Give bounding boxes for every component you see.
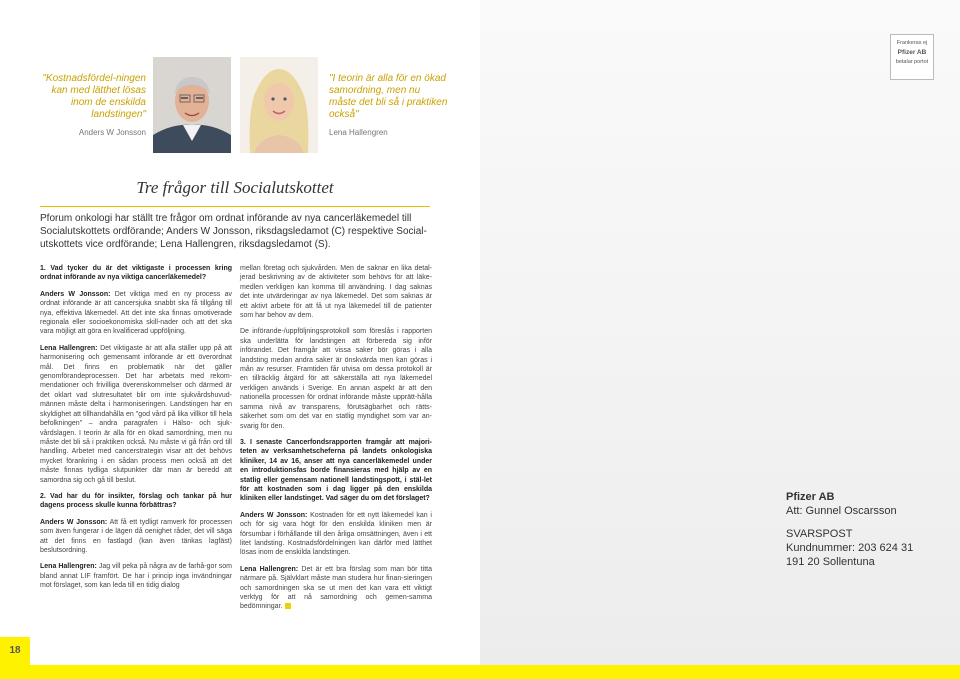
article-ingress: Pforum onkologi har ställt tre frågor om ordnat införande av nya cancerläkemedel till Socialutskottets ordförande; Anders W Jonsson, riksdagsledamot (C) respektive Social-utskottets vice ordförande; Lena Hallengren, riksdagsledamot (S). [40,213,427,250]
answer-1-text: Det viktiga med en ny process av ordnat införande är att cancersjuka snabbt ska få tillgång till nya, effektiva läkemedel. Att det inte ska finnas omotiverade regionala eller socioekonomiska skill-nader och att det ska vara möjligt att göra en kvalificerad uppföljning. [40,290,232,336]
stamp-line-3: betalar portot [895,59,929,65]
pull-quote-right-name: Lena Hallengren [329,128,388,137]
right-page-reply-card [480,0,960,679]
postage-stamp-box [890,34,934,80]
question-2: 2. Vad har du för insikter, förslag och tankar på hur dagens process skulle kunna förbättras? [40,492,232,510]
answer-5-speaker: Anders W Jonsson: [240,511,308,519]
answer-2-speaker: Lena Hallengren: [40,344,98,352]
answer-4 [40,562,232,590]
headline-block [40,178,430,207]
address-recipient: Pfizer AB [786,491,835,503]
portrait-anders-w-jonsson [153,57,231,153]
stamp-line-2: Pfizer AB [897,48,927,56]
continued-paragraph-2: De införande-/uppföljningsprotokoll som föreslås i rapporten ska underlätta för landstingen att förbereda sig inför införandet. Det framgår att vissa saker bör göras i alla landsting medan andra saker är önskvärda men kan göras i mån av resurser. Framtiden får utvisa om dessa protokoll är en tillräcklig åtgärd för att säkerställa att nya läkemedel verkligen används i Sverige. En annan aspekt är att den nationella processen för ordnat införande måste upprätt-hålla samma nivå av transparens, förutsägbarhet och rätts-säkerhet som om det var en statlig myndighet som var an-svarig för den. [240,328,432,430]
pull-quote-right-text: "I teorin är alla för en ökad samordning, men nu måste det bli så i praktiken också" [329,73,448,120]
answer-4-speaker: Lena Hallengren: [40,563,97,571]
article-headline: Tre frågor till Socialutskottet [136,178,334,197]
answer-6-text: Det är ett bra förslag som man bör titta närmare på. Självklart måste man studera hur finan-sieringen och samordningen ska se ut men det kan vara ett viktigt verktyg för att nå samordning och gemen-samma bedömningar. [240,565,432,611]
address-attention: Att: Gunnel Oscarsson [786,505,897,517]
continued-paragraph-1: mellan företag och sjukvården. Men de saknar en lika detal-jerad beskrivning av de aktiviteter som behövs för att läke-medlen verkligen kan komma till användning. I dag saknas det inte utvärderingar av nya läkemedel. Det som saknas är ett aktivt arbete för att få ut nya läkemedel till de patienter som har behov av dem. [240,265,432,320]
answer-5 [240,511,432,558]
answer-2-text: Det viktigaste är att alla ställer upp på att harmonisering och gemensamt införande är ett överordnat mål. Det finns en problematik när det gäller genomförandeprocessen. Det har arbetats med rekom-mendationer och frivilliga överenskommelser och därmed är det oklart vad slutresultatet blir om inte sjukvårdshuvud-männen måste delta i harmoniseringen. Landstingen har en skyldighet att tillhandahålla en "god vård på lika villkor till hela befolkningen" – andra paragrafen i Hälso- och sjuk-vårdslagen. I teorin är alla för en ökad samordning, men nu måste det bli så i praktiken också. Nu måste vi gå från ord till handling. Arbetet med cancerstrategin visar att det behövs mycket förankring i en sådan process men också att det måste finnas tydliga slutpunkter där man är beredd att samordna sig och gå till beslut. [40,344,233,484]
question-1: 1. Vad tycker du är det viktigaste i processen kring ordnat införande av nya viktiga cancerläkemedel? [40,265,232,282]
address-svarspost: SVARSPOST [786,528,853,540]
reply-address [786,490,946,569]
answer-1-speaker: Anders W Jonsson: [40,290,111,298]
end-mark-square-icon [285,603,291,609]
answer-2 [40,344,232,485]
page-number: 18 [9,645,21,656]
pull-quote-left-name: Anders W Jonsson [78,128,146,137]
article-column-2 [240,264,432,619]
answer-5-text: Kostnaden för ett nytt läkemedel kan i och för sig vara högt för den enskilda kliniken men är försumbar i förhållande till den årliga omsättningen, även i ett litet landsting. Kostnadsfördelningen kan därför med lätthet lösas inom de enskilda landstingen. [240,511,432,557]
answer-3-text: Att få ett tydligt ramverk för processen som även fungerar i de lägen då oenighet råder, det vill säga att det finns en fastlagd (kan även tänkas lagfäst) beslutsordning. [40,518,232,554]
answer-3 [40,518,232,556]
portrait-lena-hallengren [240,57,318,153]
stamp-line-1: Frankeras ej [896,40,928,46]
answer-1 [40,290,232,337]
headline-rule [40,206,430,207]
answer-6 [240,565,432,612]
address-customer-number: Kundnummer: 203 624 31 [786,542,914,554]
article-column-1 [40,264,232,598]
pull-quote-left-text: "Kostnadsfördel-ningen kan med lätthet lösas inom de enskilda landstingen" [42,73,146,120]
page-number-tab [0,637,30,665]
address-postal-town: 191 20 Sollentuna [786,556,875,568]
answer-4-text: Jag vill peka på några av de farhå-gor som bland annat LIF framfört. De har i princip inga invändningar mot förslaget, som kan leda till en tidig dialog [40,563,232,590]
answer-3-speaker: Anders W Jonsson: [40,518,108,526]
answer-6-speaker: Lena Hallengren: [240,565,299,573]
pull-quote-left [40,73,146,139]
question-3: 3. I senaste Cancerfondsrapporten framgår att majori-teten av verksamhetscheferna på landets onkologiska kliniker, 14 av 16, anser att nya cancerläkemedel under en introduktionsfas borde finansieras med hjälp av en statlig eller gemensam nationell landstingspott, i stäl-let för att kostnaden som i dag ligger på den enskilda kliniken eller landstinget. Vad säger du om det förslaget? [240,438,432,503]
bottom-accent-bar [0,665,960,679]
pull-quote-right [329,73,449,139]
